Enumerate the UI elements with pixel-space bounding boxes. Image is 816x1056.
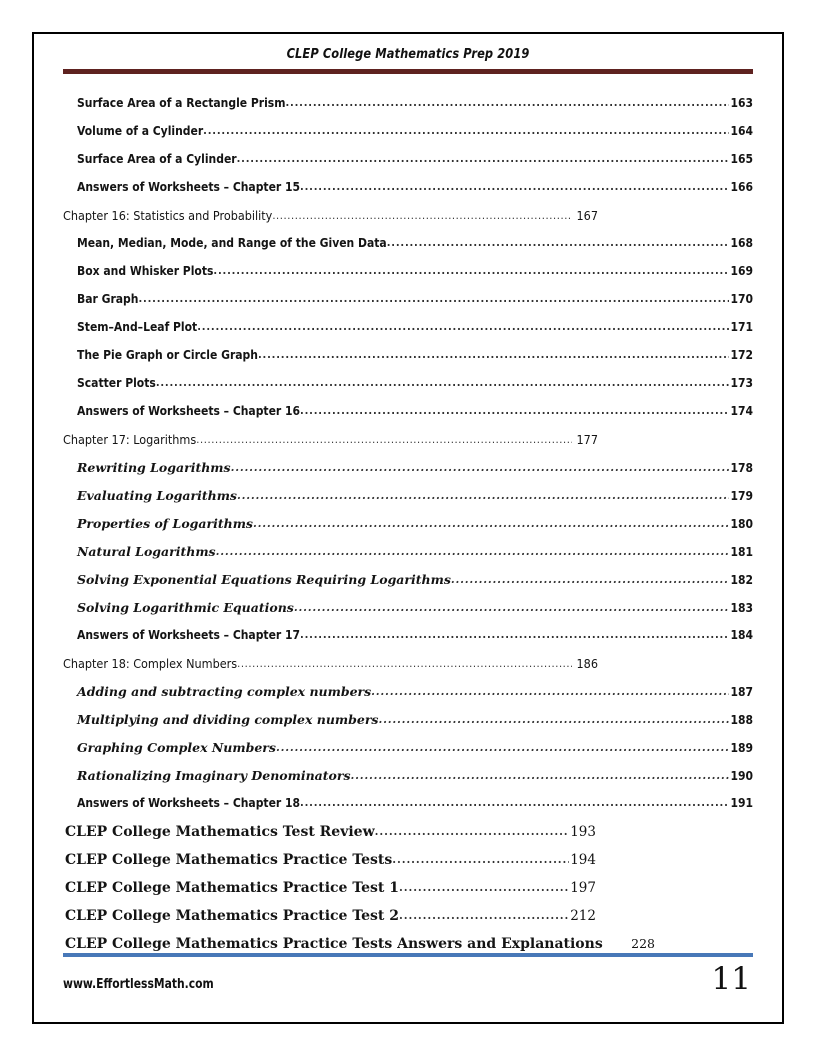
toc-dot-leader: [399, 909, 569, 922]
toc-entry[interactable]: [63, 180, 753, 208]
toc-entry-page-number: 194: [570, 852, 596, 868]
toc-entry-title: Answers of Worksheets – Chapter 18: [77, 796, 301, 810]
toc-dot-leader: [451, 573, 729, 586]
toc-entry[interactable]: [63, 656, 753, 684]
toc-entry[interactable]: [63, 236, 753, 264]
toc-entry-page-number: 182: [730, 573, 753, 587]
toc-entry-title: Scatter Plots: [77, 376, 156, 390]
toc-entry-page-number: 186: [576, 656, 598, 671]
toc-entry[interactable]: [63, 796, 753, 824]
toc-dot-leader: [237, 489, 729, 502]
toc-entry-page-number: 172: [730, 348, 753, 362]
toc-entry-page-number: 180: [730, 517, 753, 531]
toc-entry-title: Surface Area of a Cylinder: [77, 152, 237, 166]
running-header: [34, 34, 782, 74]
toc-dot-leader: [378, 713, 729, 726]
toc-entry-page-number: 190: [730, 769, 753, 783]
toc-entry[interactable]: [63, 880, 753, 908]
toc-entry-page-number: 164: [730, 124, 753, 138]
toc-dot-leader: [276, 741, 729, 754]
toc-dot-leader: [300, 628, 729, 641]
toc-entry[interactable]: [63, 124, 753, 152]
toc-entry-page-number: 168: [730, 236, 753, 250]
toc-entry[interactable]: [63, 376, 753, 404]
toc-entry-page-number: 191: [730, 796, 753, 810]
toc-entry[interactable]: [63, 908, 753, 936]
toc-entry-title: Surface Area of a Rectangle Prism: [77, 96, 286, 110]
toc-entry-title: Rewriting Logarithms: [77, 460, 231, 475]
toc-dot-leader: [387, 236, 729, 249]
toc-entry[interactable]: [63, 152, 753, 180]
toc-entry[interactable]: [63, 740, 753, 768]
toc-dot-leader: [253, 517, 729, 530]
toc-entry[interactable]: [63, 292, 753, 320]
toc-entry-title: CLEP College Mathematics Test Review: [65, 824, 375, 840]
book-title: CLEP College Mathematics Prep 2019: [286, 46, 530, 62]
toc-entry-title: Multiplying and dividing complex numbers: [77, 712, 379, 727]
toc-dot-leader: [197, 320, 729, 333]
toc-entry[interactable]: [63, 824, 753, 852]
toc-dot-leader: [231, 461, 729, 474]
toc-entry-page-number: 193: [570, 824, 596, 840]
toc-entry-title: Natural Logarithms: [77, 544, 216, 559]
toc-entry-page-number: 178: [730, 461, 753, 475]
toc-entry-title: Answers of Worksheets – Chapter 15: [77, 180, 301, 194]
toc-entry[interactable]: [63, 852, 753, 880]
toc-dot-leader: [300, 180, 729, 193]
toc-entry-title: Answers of Worksheets – Chapter 16: [77, 404, 301, 418]
toc-entry-title: Chapter 17: Logarithms: [63, 432, 197, 447]
toc-entry[interactable]: [63, 768, 753, 796]
toc-entry-title: CLEP College Mathematics Practice Test 1: [65, 880, 399, 896]
toc-entry[interactable]: [63, 544, 753, 572]
toc-entry-title: Chapter 18: Complex Numbers: [63, 656, 238, 671]
toc-entry-title: Volume of a Cylinder: [77, 124, 204, 138]
toc-entry-page-number: 179: [730, 489, 753, 503]
toc-entry[interactable]: [63, 460, 753, 488]
toc-entry[interactable]: [63, 96, 753, 124]
toc-entry-page-number: 187: [730, 685, 753, 699]
page-footer: [34, 953, 782, 997]
toc-entry[interactable]: [63, 488, 753, 516]
toc-dot-leader: [156, 376, 729, 389]
toc-entry-title: Rationalizing Imaginary Denominators: [77, 768, 351, 783]
toc-entry-page-number: 184: [730, 628, 753, 642]
toc-entry-title: The Pie Graph or Circle Graph: [77, 348, 258, 362]
toc-entry-page-number: 177: [576, 432, 598, 447]
footer-rule: [63, 953, 753, 957]
toc-dot-leader: [375, 825, 569, 838]
toc-dot-leader: [213, 264, 729, 277]
toc-entry-title: Chapter 16: Statistics and Probability: [63, 208, 273, 223]
toc-entry-title: Box and Whisker Plots: [77, 264, 214, 278]
toc-dot-leader: [371, 685, 729, 698]
toc-dot-leader: [196, 433, 572, 446]
toc-entry[interactable]: [63, 572, 753, 600]
toc-entry-page-number: 169: [730, 264, 753, 278]
toc-entry[interactable]: [63, 320, 753, 348]
toc-entry[interactable]: [63, 600, 753, 628]
toc-dot-leader: [237, 657, 572, 670]
toc-entry-title: Graphing Complex Numbers: [77, 740, 276, 755]
toc-dot-leader: [300, 796, 729, 809]
toc-entry[interactable]: [63, 516, 753, 544]
toc-entry-page-number: 167: [576, 208, 598, 223]
toc-entry-page-number: 181: [730, 545, 753, 559]
toc-entry-page-number: 170: [730, 292, 753, 306]
toc-entry[interactable]: [63, 264, 753, 292]
toc-dot-leader: [399, 881, 569, 894]
toc-entry-title: Solving Logarithmic Equations: [77, 600, 294, 615]
toc-entry[interactable]: [63, 684, 753, 712]
toc-entry-page-number: 189: [730, 741, 753, 755]
toc-entry-title: Answers of Worksheets – Chapter 17: [77, 628, 301, 642]
toc-entry-page-number: 212: [570, 908, 596, 924]
toc-dot-leader: [285, 96, 729, 109]
website-link[interactable]: www.EffortlessMath.com: [63, 977, 214, 992]
toc-dot-leader: [203, 124, 729, 137]
toc-entry-page-number: 183: [730, 601, 753, 615]
toc-entry[interactable]: [63, 348, 753, 376]
toc-dot-leader: [138, 292, 729, 305]
toc-dot-leader: [300, 404, 729, 417]
toc-entry-page-number: 173: [730, 376, 753, 390]
toc-entry-title: Properties of Logarithms: [77, 516, 253, 531]
page-frame: [32, 32, 784, 1024]
toc-entry-page-number: 188: [730, 713, 753, 727]
toc-dot-leader: [272, 209, 572, 222]
toc-entry-title: Evaluating Logarithms: [77, 488, 237, 503]
toc-entry-page-number: 166: [730, 180, 753, 194]
toc-dot-leader: [258, 348, 729, 361]
toc-entry-title: CLEP College Mathematics Practice Test 2: [65, 908, 399, 924]
toc-entry-page-number: 171: [730, 320, 753, 334]
toc-dot-leader: [237, 152, 729, 165]
table-of-contents: [34, 96, 782, 964]
footer-row: [63, 960, 753, 997]
toc-entry-page-number: 163: [730, 96, 753, 110]
toc-entry-page-number: 197: [570, 880, 596, 896]
toc-entry-title: Mean, Median, Mode, and Range of the Given Data: [77, 236, 387, 250]
toc-entry-page-number: 228: [631, 936, 655, 951]
toc-dot-leader: [216, 545, 729, 558]
toc-entry[interactable]: [63, 712, 753, 740]
toc-entry-title: Bar Graph: [77, 292, 139, 306]
toc-entry-page-number: 174: [730, 404, 753, 418]
toc-entry-title: CLEP College Mathematics Practice Tests: [65, 852, 393, 868]
toc-dot-leader: [294, 601, 729, 614]
toc-entry[interactable]: [63, 628, 753, 656]
toc-entry-title: Solving Exponential Equations Requiring Logarithms: [77, 572, 451, 587]
toc-dot-leader: [351, 769, 729, 782]
toc-dot-leader: [392, 853, 569, 866]
toc-entry-title: CLEP College Mathematics Practice Tests Answers and Explanations: [65, 936, 603, 952]
toc-entry[interactable]: [63, 432, 753, 460]
toc-entry-title: Stem–And–Leaf Plot: [77, 320, 198, 334]
page-number: 11: [711, 960, 751, 997]
toc-entry-page-number: 165: [730, 152, 753, 166]
toc-entry-title: Adding and subtracting complex numbers: [77, 684, 372, 699]
toc-entry[interactable]: [63, 208, 753, 236]
header-rule: [63, 69, 753, 74]
toc-entry[interactable]: [63, 404, 753, 432]
